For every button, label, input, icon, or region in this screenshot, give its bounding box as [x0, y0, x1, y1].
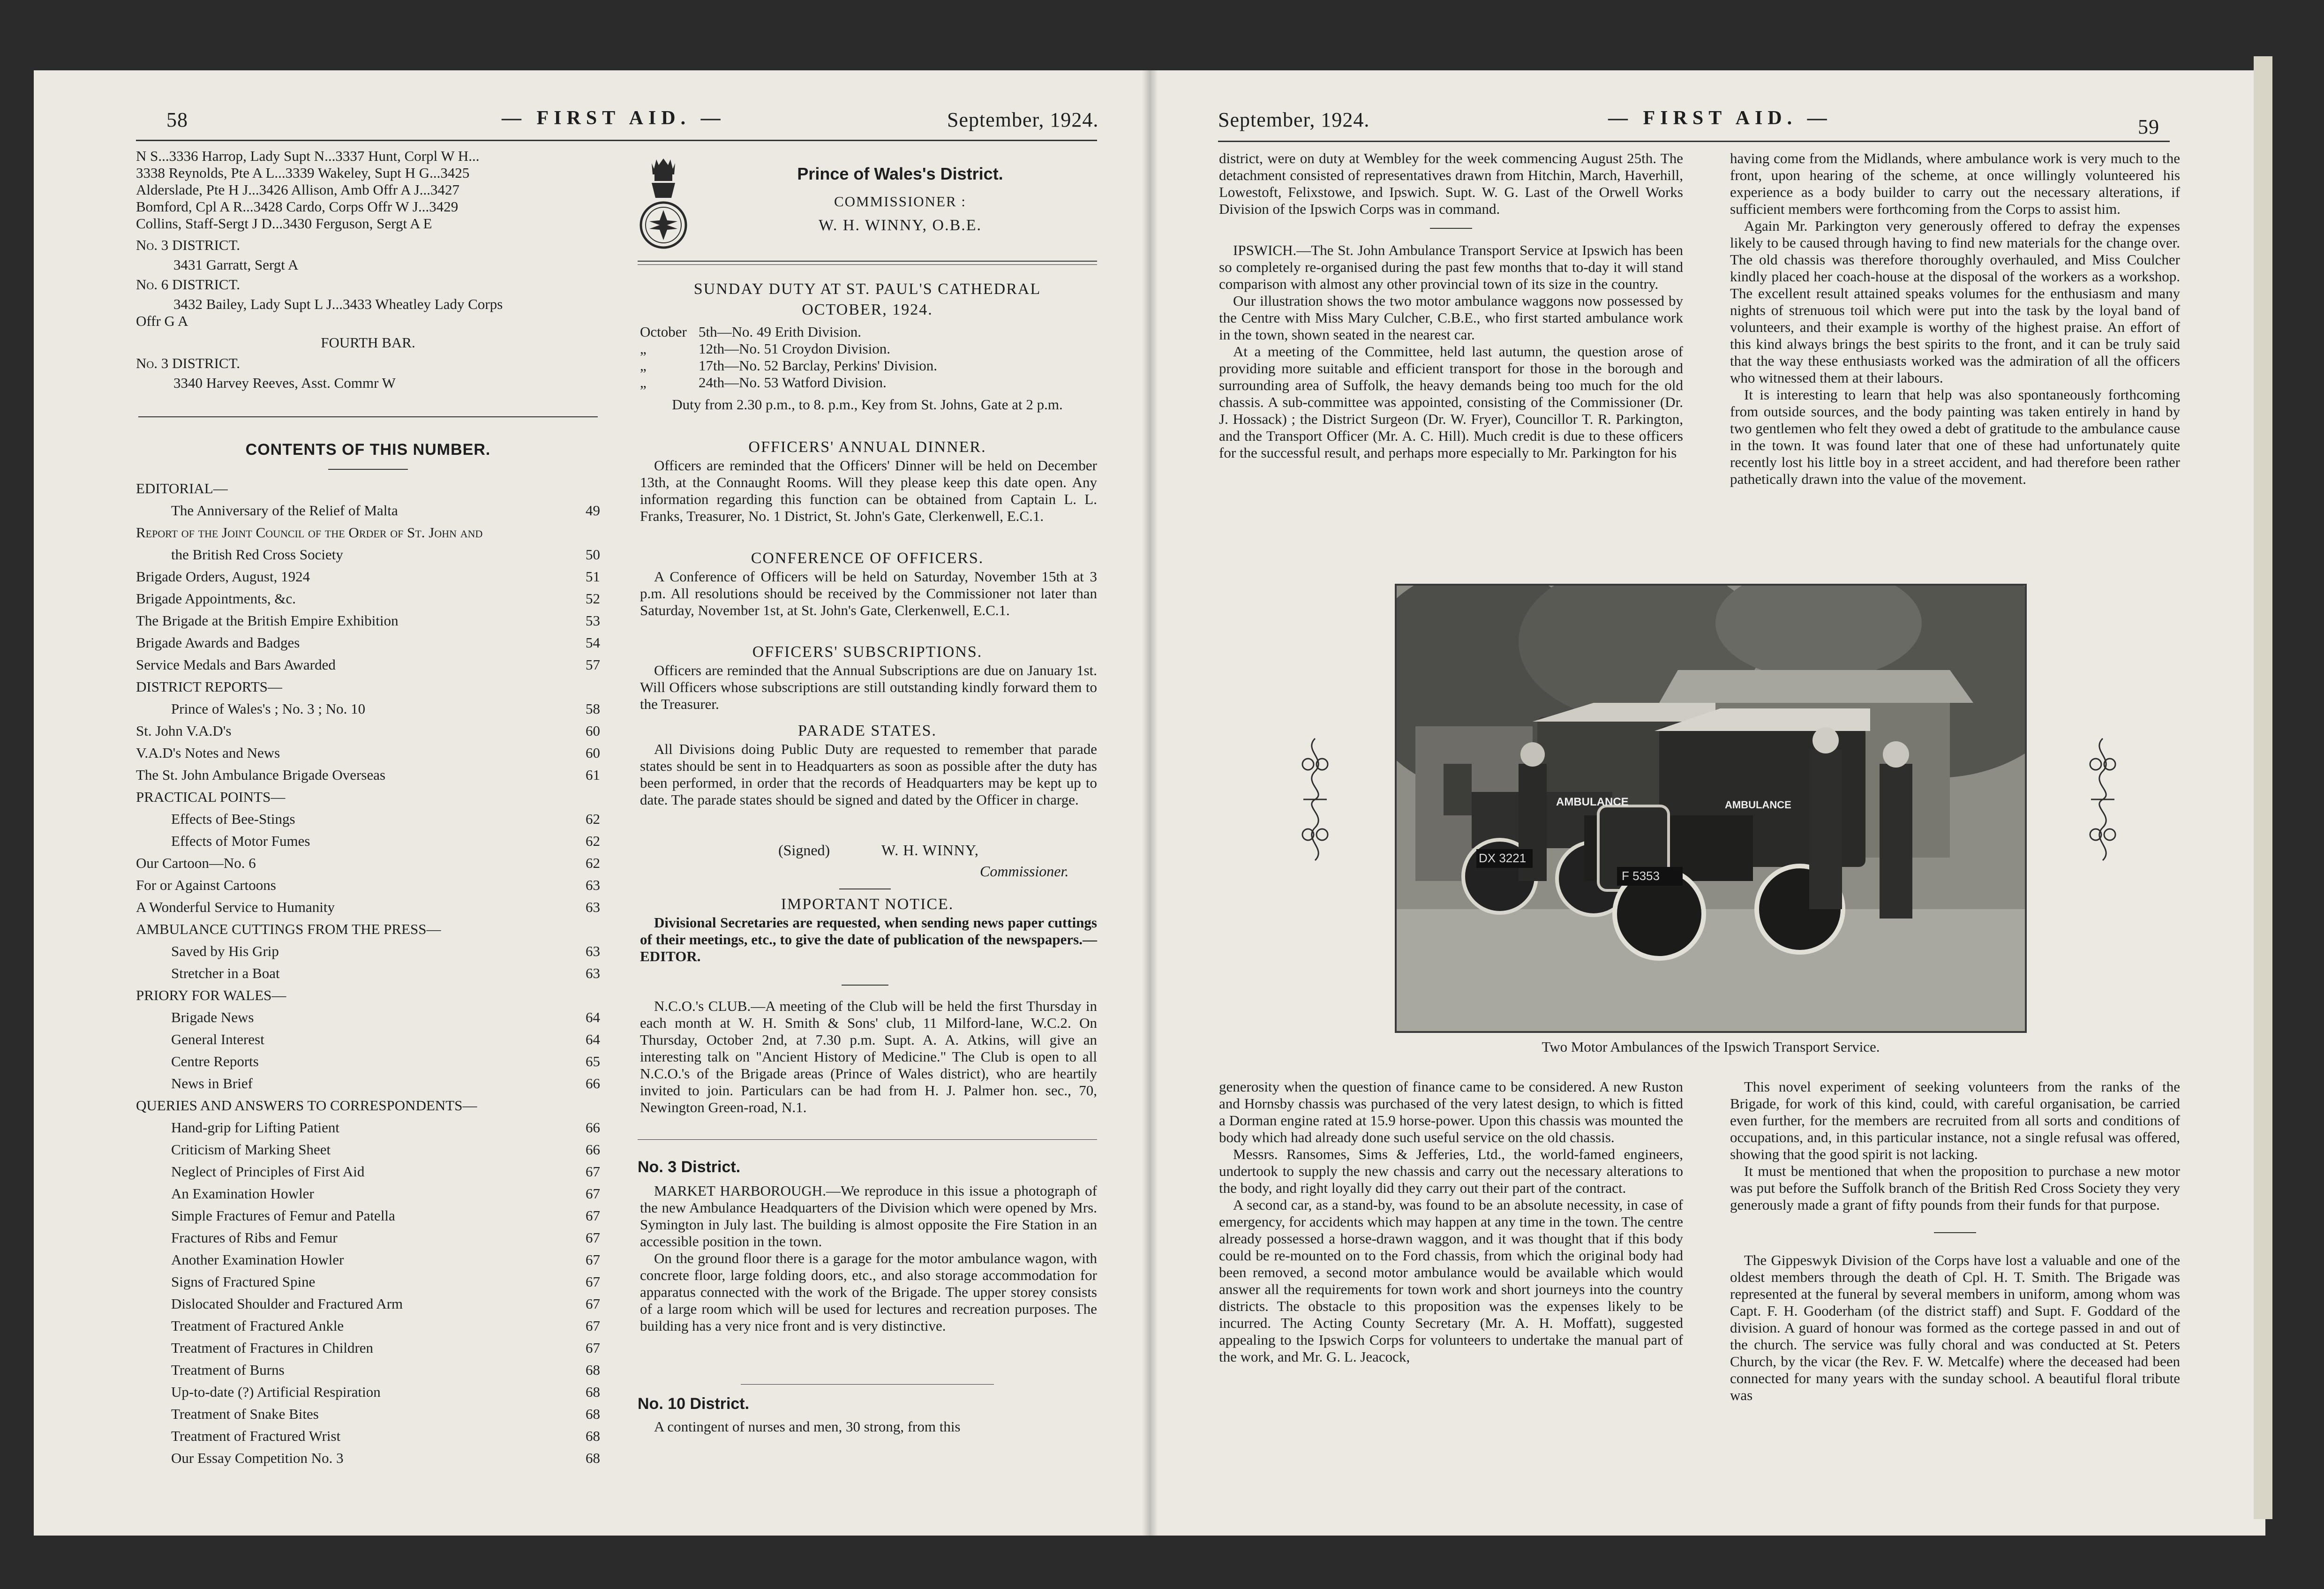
divider — [328, 469, 408, 470]
toc-entry-title: The Brigade at the British Empire Exhibition — [136, 612, 399, 629]
ipswich-article-col4 — [1730, 1078, 2180, 1404]
ipswich-article-col1 — [1219, 150, 1683, 461]
award-entry: Offr G A — [136, 313, 188, 329]
toc-entry — [136, 852, 600, 874]
toc-entry — [136, 786, 600, 808]
contents-title: CONTENTS OF THIS NUMBER. — [245, 441, 491, 459]
toc-entry — [136, 610, 600, 632]
parade-text: All Divisions doing Public Duty are requested to remember that parade states should be sent in to Headquarters as soon as possible after the duty has been performed, in order that the records of Headquarters may be kept up to date. The parade states should be signed and dated by the Officer in charge. — [640, 741, 1097, 808]
toc-entry-title: News in Brief — [171, 1075, 253, 1092]
toc-entry-title: Effects of Bee-Stings — [171, 811, 295, 827]
toc-entry — [136, 962, 600, 984]
toc-entry — [136, 720, 600, 742]
toc-entry-title: Another Examination Howler — [171, 1251, 344, 1268]
duty-entry: 5th—No. 49 Erith Division. — [699, 324, 862, 340]
awards-line: N S...3336 Harrop, Lady Supt N...3337 Hunt, Corpl W H... — [136, 148, 480, 164]
award-entry: 3432 Bailey, Lady Supt L J...3433 Wheatley Lady Corps — [173, 296, 503, 312]
date-left: September, 1924. — [947, 108, 1099, 131]
signed-role: Commissioner. — [980, 863, 1069, 880]
article-para: A second car, as a stand-by, was found to be an absolute necessity, in case of emergency, for accidents which may happen at any time in the town. The centre already possessed a horse-drawn waggon, and it was thought that if this body could be re-mounted on to the Ford chassis, from which the original body had been removed, a second motor ambulance would be available which would answer all the requirements for town work and short journeys into the country districts. The obstacle to this proposition was the expenses likely to be incurred. The Acting County Secretary (Mr. A. H. Moffatt), suggested appealing to the Ipswich Corps for volunteers to undertake the manual part of the work, and Mr. G. L. Jeacock, — [1219, 1197, 1683, 1365]
award-entry: 3431 Garratt, Sergt A — [173, 256, 299, 273]
commissioner-name: W. H. WINNY, O.B.E. — [818, 217, 982, 234]
toc-page-number: 57 — [586, 656, 600, 673]
commissioner-label: COMMISSIONER : — [834, 193, 967, 210]
toc-entry-title: Prince of Wales's ; No. 3 ; No. 10 — [171, 700, 366, 717]
toc-entry-title: St. John V.A.D's — [136, 723, 232, 739]
article-para: It is interesting to learn that help was also spontaneously forthcoming from outside sources, and the body painting was taken entirely in hand by two gentlemen who felt they owed a debt of gratitude to the ambulance cause in the town. It was found later that one of these had unfortunately quite recently lost his little boy in a street accident, and had therefore been rather pathetically drawn into the value of the movement. — [1730, 386, 2180, 487]
toc-entry — [136, 1138, 600, 1160]
toc-entry — [136, 1160, 600, 1182]
table-of-contents — [136, 477, 600, 1469]
toc-page-number: 62 — [586, 833, 600, 849]
article-para: At a meeting of the Committee, held last autumn, the question arose of providing more suitable and efficient transport for those in the borough and surrounding area of Suffolk, the heavy demands being too much for the old chassis. A sub-committee was appointed, consisting of the Commissioner (Dr. J. Hossack) ; the District Surgeon (Dr. W. Fryer), Councillor T. R. Parkington, and the Transport Officer (Mr. A. C. Hill). Much credit is due to these officers for the successful result, and perhaps more especially to Mr. Parkington for his — [1219, 343, 1683, 461]
article-para: having come from the Midlands, where ambulance work is very much to the front, upon hearing of the scheme, at once willingly volunteered his experience as a body builder to carry out the necessary alterations, if sufficient members were forthcoming from the Corps to assist him. — [1730, 150, 2180, 217]
toc-page-number: 64 — [586, 1009, 600, 1025]
toc-entry — [136, 1359, 600, 1381]
toc-entry — [136, 654, 600, 676]
article-para: district, were on duty at Wembley for the week commencing August 25th. The detachment consisted of representatives drawn from Hitchin, March, Haverhill, Lowestoft, Felixstowe, and Ipswich. Supt. W. G. Last of the Orwell Works Division of the Ipswich Corps was in command. — [1219, 150, 1683, 217]
toc-entry — [136, 830, 600, 852]
toc-entry-title: Up-to-date (?) Artificial Respiration — [171, 1384, 381, 1400]
article-para: generosity when the question of finance came to be considered. A new Ruston and Hornsby chassis was purchased of the very latest design, to which is fitted a Dorman engine rated at 15.9 horse-power. Upon this chassis was mounted the body which had already done such useful service on the old chassis. — [1219, 1078, 1683, 1145]
duty-entry: 24th—No. 53 Watford Division. — [699, 374, 887, 391]
article-para: IPSWICH.—The St. John Ambulance Transport Service at Ipswich has been so completely re-organised during the past few months that to-day it will stand comparison with almost any other provincial town of its size in the country. — [1219, 242, 1683, 292]
toc-page-number: 68 — [586, 1450, 600, 1466]
toc-entry — [136, 543, 600, 565]
duty-month: „ — [640, 340, 647, 357]
toc-entry-title: Treatment of Fractured Ankle — [171, 1318, 344, 1334]
toc-page-number: 63 — [586, 965, 600, 981]
no10-district-heading: No. 10 District. — [638, 1395, 750, 1413]
awards-line: Bomford, Cpl A R...3428 Cardo, Corps Offr W J...3429 — [136, 198, 459, 215]
toc-entry-title: Brigade Appointments, &c. — [136, 590, 296, 607]
toc-entry — [136, 874, 600, 896]
toc-entry — [136, 1425, 600, 1447]
toc-page-number: 54 — [586, 634, 600, 651]
dinner-title: OFFICERS' ANNUAL DINNER. — [748, 438, 986, 456]
toc-entry-title: Centre Reports — [171, 1053, 259, 1069]
toc-entry-title: Saved by His Grip — [171, 943, 279, 959]
toc-page-number: 62 — [586, 855, 600, 871]
toc-entry — [136, 940, 600, 962]
toc-entry — [136, 808, 600, 830]
toc-entry-title: Dislocated Shoulder and Fractured Arm — [171, 1295, 403, 1312]
duty-entry: 12th—No. 51 Croydon Division. — [699, 340, 891, 357]
toc-entry-title: the British Red Cross Society — [171, 546, 343, 563]
toc-entry-title: Brigade News — [171, 1009, 254, 1025]
toc-page-number: 66 — [586, 1119, 600, 1136]
conference-text: A Conference of Officers will be held on Saturday, November 15th at 3 p.m. All resolutions should be received by the Commissioner not later than Saturday, November 1st, at St. John's Gate, Clerkenwell, E.C.1. — [640, 568, 1097, 618]
duty-month: „ — [640, 357, 647, 374]
toc-entry-title: Stretcher in a Boat — [171, 965, 280, 981]
toc-page-number: 66 — [586, 1075, 600, 1092]
book-gutter — [1142, 70, 1158, 1536]
toc-entry — [136, 1249, 600, 1271]
toc-page-number: 67 — [586, 1273, 600, 1290]
parade-notice — [640, 741, 1097, 808]
divider — [1430, 228, 1472, 229]
toc-page-number: 68 — [586, 1362, 600, 1378]
dinner-text: Officers are reminded that the Officers' Dinner will be held on December 13th, at the Connaught Rooms. Will they please keep this date open. Any information regarding this function can be obtained from Captain L. L. Franks, Treasurer, No. 1 District, St. John's Gate, Clerkenwell, E.C.1. — [640, 457, 1097, 524]
toc-page-number: 60 — [586, 745, 600, 761]
toc-entry-title: Treatment of Snake Bites — [171, 1406, 319, 1422]
toc-page-number: 50 — [586, 546, 600, 563]
awards-line: Alderslade, Pte H J...3426 Allison, Amb Offr A J...3427 — [136, 181, 460, 198]
toc-entry-title: Criticism of Marking Sheet — [171, 1141, 331, 1158]
conference-title: CONFERENCE OF OFFICERS. — [751, 550, 984, 567]
no3-text-para: On the ground floor there is a garage for the motor ambulance wagon, with concrete floor, large folding doors, etc., and also storage accommodation for apparatus connected with the work of the Brigade. The upper storey consists of a large room which will be used for lectures and recreation purposes. The building has a very nice front and is very distinctive. — [640, 1250, 1097, 1334]
article-para: Messrs. Ransomes, Sims & Jefferies, Ltd., the world-famed engineers, undertook to supply the new chassis and carry out the necessary alterations to the body, and right loyally did they carry out their part of the contract. — [1219, 1146, 1683, 1196]
toc-entry — [136, 477, 600, 499]
toc-page-number: 67 — [586, 1340, 600, 1356]
toc-entry-title: Simple Fractures of Femur and Patella — [171, 1207, 395, 1224]
divider — [1934, 1232, 1976, 1233]
toc-entry — [136, 499, 600, 521]
toc-entry-title: AMBULANCE CUTTINGS FROM THE PRESS— — [136, 921, 441, 937]
no10-district-report — [640, 1418, 1097, 1435]
scroll-ornament-icon — [2082, 736, 2124, 863]
toc-page-number: 68 — [586, 1384, 600, 1400]
toc-entry-title: Report of the Joint Council of the Order of St. John and — [136, 524, 483, 541]
toc-entry — [136, 1315, 600, 1337]
divider — [638, 261, 1097, 262]
notice-title: IMPORTANT NOTICE. — [781, 896, 954, 913]
article-para: It must be mentioned that when the proposition to purchase a new motor was put before the Suffolk branch of the British Red Cross Society they very generously made a grant of fifty pounds from their funds for that purpose. — [1730, 1163, 2180, 1213]
running-title-left: — FIRST AID. — — [502, 107, 726, 129]
ambulance-label: AMBULANCE — [1725, 799, 1791, 811]
district-heading: No. 3 DISTRICT. — [136, 237, 240, 253]
toc-entry-title: General Interest — [171, 1031, 264, 1047]
toc-page-number: 58 — [586, 700, 600, 717]
toc-entry-title: EDITORIAL— — [136, 480, 228, 497]
toc-page-number: 68 — [586, 1406, 600, 1422]
toc-entry — [136, 1094, 600, 1116]
sunday-duty-month: OCTOBER, 1924. — [802, 301, 933, 318]
number-plate: F 5353 — [1622, 869, 1660, 883]
toc-entry-title: Effects of Motor Fumes — [171, 833, 310, 849]
article-para: This novel experiment of seeking volunteers from the ranks of the Brigade, for work of this kind, could, with careful organisation, be carried even further, for the members are recruited from all sorts and conditions of occupations, and, in this particular instance, not a single refusal was offered, showing that the good spirit is not lacking. — [1730, 1078, 2180, 1162]
toc-entry — [136, 1116, 600, 1138]
toc-entry-title: Treatment of Fractured Wrist — [171, 1428, 341, 1444]
divider — [638, 1139, 1097, 1140]
ambulance-label: AMBULANCE — [1556, 796, 1629, 808]
district-heading: No. 3 DISTRICT. — [136, 355, 240, 371]
toc-page-number: 65 — [586, 1053, 600, 1069]
district-heading: No. 6 DISTRICT. — [136, 276, 240, 293]
toc-page-number: 68 — [586, 1428, 600, 1444]
notice-text: Divisional Secretaries are requested, when sending news paper cuttings of their meetings, etc., to give the date of publication of the newspapers.—EDITOR. — [640, 914, 1097, 964]
toc-entry — [136, 1205, 600, 1227]
ipswich-article-col3 — [1219, 1078, 1683, 1365]
ipswich-article-col2 — [1730, 150, 2180, 488]
header-rule-left — [136, 140, 1097, 141]
toc-entry — [136, 1028, 600, 1050]
subscriptions-notice — [640, 662, 1097, 713]
article-para: The Gippeswyk Division of the Corps have lost a valuable and one of the oldest members through the death of Cpl. H. T. Smith. The Brigade was represented at the funeral by several members in uniform, among whom was Capt. F. H. Gooderham (of the district staff) and Supt. F. Goddard of the division. A guard of honour was formed as the cortege passed in and out of the church. The service was fully choral and was conducted at St. Peters Church, by the vicar (the Rev. F. W. Metcalfe) where the deceased had been connected for many years with the sunday school. A beautiful floral tribute was — [1730, 1252, 2180, 1403]
toc-page-number: 62 — [586, 811, 600, 827]
toc-entry — [136, 742, 600, 764]
toc-entry-title: PRIORY FOR WALES— — [136, 987, 286, 1003]
toc-page-number: 67 — [586, 1295, 600, 1312]
toc-page-number: 66 — [586, 1141, 600, 1158]
article-para: Our illustration shows the two motor ambulance waggons now possessed by the Centre with Miss Mary Culcher, C.B.E., who first started ambulance work in the town, shown seated in the nearest car. — [1219, 293, 1683, 343]
toc-entry-title: For or Against Cartoons — [136, 877, 276, 893]
toc-entry — [136, 918, 600, 940]
subscriptions-title: OFFICERS' SUBSCRIPTIONS. — [752, 643, 983, 661]
toc-entry-title: PRACTICAL POINTS— — [136, 789, 286, 805]
st-john-badge-icon — [638, 155, 689, 253]
conference-notice — [640, 568, 1097, 619]
toc-entry-title: Brigade Orders, August, 1924 — [136, 568, 310, 585]
toc-entry-title: Treatment of Burns — [171, 1362, 285, 1378]
subscriptions-text: Officers are reminded that the Annual Subscriptions are due on January 1st. Will Officers whose subscriptions are still outstanding kindly forward them to the Treasurer. — [640, 662, 1097, 712]
toc-page-number: 67 — [586, 1229, 600, 1246]
duty-roster — [640, 324, 1099, 391]
awards-line: Collins, Staff-Sergt J D...3430 Ferguson, Sergt A E — [136, 215, 432, 232]
toc-entry — [136, 565, 600, 587]
district-title: Prince of Wales's District. — [797, 164, 1003, 183]
no3-district-heading: No. 3 District. — [638, 1158, 741, 1176]
toc-entry — [136, 896, 600, 918]
toc-entry-title: DISTRICT REPORTS— — [136, 678, 282, 695]
toc-entry-title: Our Essay Competition No. 3 — [171, 1450, 344, 1466]
toc-page-number: 67 — [586, 1251, 600, 1268]
ambulance-photo — [1395, 584, 2027, 1033]
toc-entry — [136, 698, 600, 720]
duty-entry: 17th—No. 52 Barclay, Perkins' Division. — [699, 357, 938, 374]
toc-entry — [136, 1337, 600, 1359]
toc-entry — [136, 1182, 600, 1205]
toc-entry-title: An Examination Howler — [171, 1185, 314, 1202]
duty-time: Duty from 2.30 p.m., to 8. p.m., Key from St. Johns, Gate at 2 p.m. — [672, 396, 1063, 413]
toc-entry-title: Neglect of Principles of First Aid — [171, 1163, 365, 1180]
toc-entry-title: QUERIES AND ANSWERS TO CORRESPONDENTS— — [136, 1097, 477, 1114]
no3-district-report — [640, 1182, 1097, 1334]
toc-page-number: 53 — [586, 612, 600, 629]
toc-entry-title: A Wonderful Service to Humanity — [136, 899, 335, 915]
nco-club-notice — [640, 998, 1097, 1116]
toc-page-number: 67 — [586, 1185, 600, 1202]
toc-entry — [136, 1403, 600, 1425]
sunday-duty-title: SUNDAY DUTY AT ST. PAUL'S CATHEDRAL — [693, 280, 1041, 298]
toc-entry — [136, 1050, 600, 1072]
toc-entry — [136, 1447, 600, 1469]
no10-text: A contingent of nurses and men, 30 strong, from this — [654, 1418, 961, 1435]
toc-entry-title: Treatment of Fractures in Children — [171, 1340, 374, 1356]
duty-month: October — [640, 324, 687, 340]
toc-page-number: 67 — [586, 1207, 600, 1224]
awards-list — [136, 148, 600, 392]
toc-entry — [136, 587, 600, 610]
toc-entry — [136, 1381, 600, 1403]
no3-text-para: MARKET HARBOROUGH.—We reproduce in this issue a photograph of the new Ambulance Headquarters of the Division which were opened by Mrs. Symington in July last. The building is almost opposite the Fire Station in an accessible position in the town. — [640, 1182, 1097, 1250]
toc-entry-title: The St. John Ambulance Brigade Overseas — [136, 767, 386, 783]
bar-heading: FOURTH BAR. — [321, 334, 415, 351]
page-number-left: 58 — [166, 108, 188, 131]
signed-label: (Signed) — [778, 842, 830, 859]
toc-entry — [136, 676, 600, 698]
toc-page-number: 63 — [586, 899, 600, 915]
signed-name: W. H. WINNY, — [881, 842, 979, 859]
toc-page-number: 67 — [586, 1318, 600, 1334]
toc-entry — [136, 764, 600, 786]
photo-caption: Two Motor Ambulances of the Ipswich Transport Service. — [1542, 1039, 1880, 1055]
date-right: September, 1924. — [1218, 108, 1370, 131]
article-para: Again Mr. Parkington very generously offered to defray the expenses likely to be caused through having to find new materials for the change over. The old chassis was therefore thoroughly overhauled, and Miss Coulcher kindly placed her coach-house at the disposal of the workers as a workshop. The excellent result attained speaks volumes for the enthusiasm and many nights of strenuous toil which were put into the task by the loyal band of volunteers, and their example is worthy of the highest praise. An effort of this kind always brings the best spirits to the front, and it can be truly said that the way these enthusiasts worked was the admiration of all the officers who witnessed them at their labours. — [1730, 218, 2180, 386]
toc-page-number: 64 — [586, 1031, 600, 1047]
toc-entry-title: Our Cartoon—No. 6 — [136, 855, 256, 871]
divider — [741, 1384, 994, 1385]
duty-month: „ — [640, 374, 647, 391]
running-title-right: — FIRST AID. — — [1608, 107, 1832, 129]
toc-entry — [136, 1072, 600, 1094]
page-number-right: 59 — [2138, 115, 2159, 138]
important-notice — [640, 914, 1097, 965]
toc-entry-title: Brigade Awards and Badges — [136, 634, 300, 651]
toc-entry-title: Fractures of Ribs and Femur — [171, 1229, 338, 1246]
parade-title: PARADE STATES. — [797, 722, 937, 739]
toc-page-number: 51 — [586, 568, 600, 585]
toc-entry-title: The Anniversary of the Relief of Malta — [171, 502, 398, 519]
header-rule-right — [1218, 141, 2170, 142]
toc-page-number: 49 — [586, 502, 600, 519]
award-entry: 3340 Harvey Reeves, Asst. Commr W — [173, 375, 396, 391]
toc-entry — [136, 632, 600, 654]
divider — [138, 416, 598, 417]
toc-page-number: 67 — [586, 1163, 600, 1180]
toc-entry-title: Signs of Fractured Spine — [171, 1273, 316, 1290]
toc-entry — [136, 1227, 600, 1249]
dinner-notice — [640, 457, 1097, 525]
toc-entry — [136, 1006, 600, 1028]
toc-entry — [136, 984, 600, 1006]
nco-club-text: N.C.O.'s CLUB.—A meeting of the Club will be held the first Thursday in each month at W. H. Smith & Sons' club, 11 Milford-lane, W.C.2. On Thursday, October 2nd, at 7.30 p.m. Supt. A. A. Atkins, will give an interesting talk on "Ancient History of Medicine." The Club is open to all N.C.O.'s of the Brigade areas (Prince of Wales district), who are heartily invited to join. Particulars can be had from H. J. Palmer hon. sec., 70, Newington Green-road, N.1. — [640, 998, 1097, 1115]
divider — [842, 985, 888, 986]
toc-page-number: 60 — [586, 723, 600, 739]
number-plate: DX 3221 — [1479, 851, 1527, 865]
toc-page-number: 63 — [586, 877, 600, 893]
toc-entry — [136, 1271, 600, 1293]
toc-entry — [136, 1293, 600, 1315]
toc-entry-title: V.A.D's Notes and News — [136, 745, 280, 761]
toc-entry-title: Service Medals and Bars Awarded — [136, 656, 336, 673]
page-edge — [2254, 56, 2272, 1519]
scroll-ornament-icon — [1294, 736, 1336, 863]
toc-page-number: 61 — [586, 767, 600, 783]
toc-page-number: 63 — [586, 943, 600, 959]
toc-entry-title: Hand-grip for Lifting Patient — [171, 1119, 339, 1136]
divider — [638, 264, 1097, 265]
awards-line: 3338 Reynolds, Pte A L...3339 Wakeley, Supt H G...3425 — [136, 165, 470, 181]
toc-page-number: 52 — [586, 590, 600, 607]
toc-entry — [136, 521, 600, 543]
